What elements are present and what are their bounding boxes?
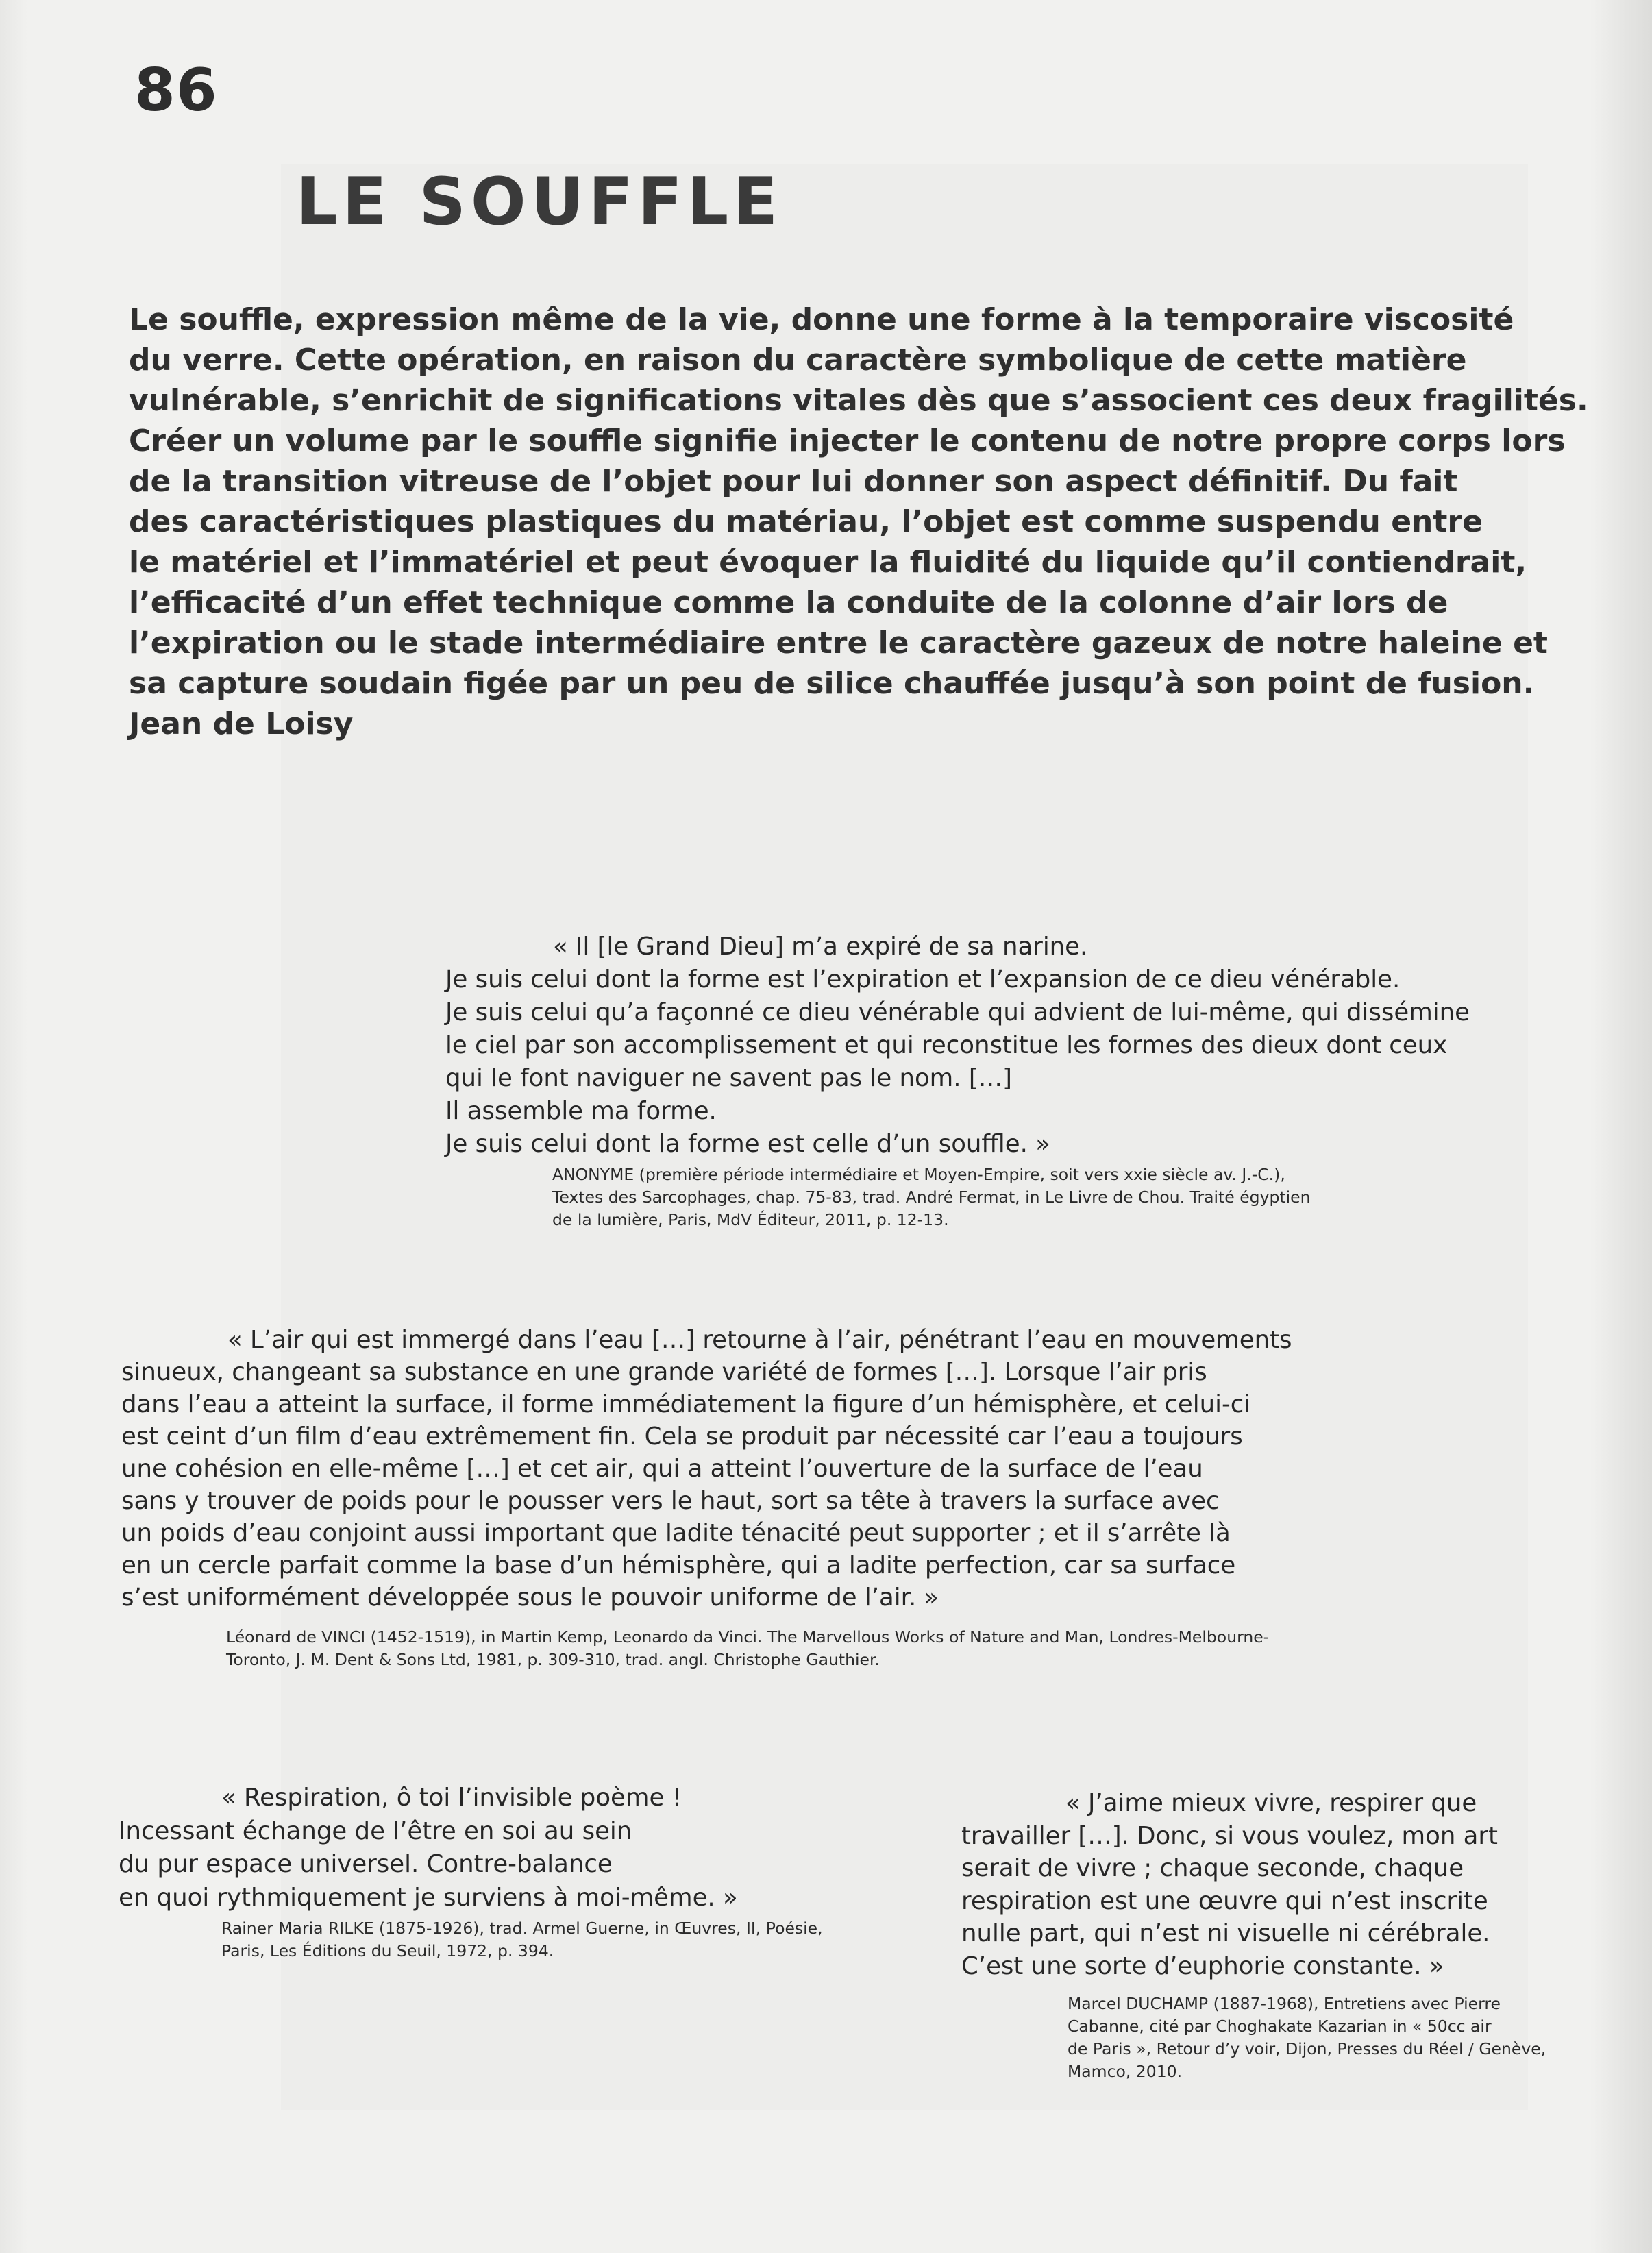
intro-line: l’expiration ou le stade intermédiaire entre le caractère gazeux de notre haleine et: [129, 626, 1548, 661]
intro-line: des caractéristiques plastiques du matériau, l’objet est comme suspendu entre: [129, 504, 1483, 539]
quote-line: « L’air qui est immergé dans l’eau […] retourne à l’air, pénétrant l’eau en mouvements: [227, 1326, 1292, 1354]
quote-line: en quoi rythmiquement je surviens à moi-même. »: [119, 1883, 738, 1912]
quote-line: sans y trouver de poids pour le pousser vers le haut, sort sa tête à travers la surface avec: [121, 1487, 1220, 1515]
quote-line: « Il [le Grand Dieu] m’a expiré de sa narine.: [553, 933, 1088, 961]
citation-duchamp: [1068, 1993, 1546, 2083]
intro-line: du verre. Cette opération, en raison du caractère symbolique de cette matière: [129, 343, 1467, 378]
citation-rilke: [221, 1917, 823, 1962]
quote-line: respiration est une œuvre qui n’est inscrite: [961, 1886, 1488, 1915]
quote-line: qui le font naviguer ne savent pas le nom. […]: [445, 1064, 1013, 1092]
quote-line: en un cercle parfait comme la base d’un hémisphère, qui a ladite perfection, car sa surface: [121, 1551, 1236, 1579]
intro-line: sa capture soudain figée par un peu de silice chauffée jusqu’à son point de fusion.: [129, 666, 1535, 701]
citation-line: Paris, Les Éditions du Seuil, 1972, p. 394.: [221, 1941, 554, 1960]
citation-line: de la lumière, Paris, MdV Éditeur, 2011, p. 12-13.: [552, 1210, 949, 1229]
quote-line: Je suis celui dont la forme est celle d’un souffle. »: [445, 1130, 1050, 1158]
quote-line: s’est uniformément développée sous le pouvoir uniforme de l’air. »: [121, 1584, 939, 1612]
quote-rilke: [119, 1782, 738, 1915]
intro-line: de la transition vitreuse de l’objet pour lui donner son aspect définitif. Du fait: [129, 464, 1458, 499]
page-title: LE SOUFFLE: [296, 164, 783, 240]
citation-sarcophagus-texts: [552, 1164, 1311, 1231]
citation-line: Toronto, J. M. Dent & Sons Ltd, 1981, p. 309-310, trad. angl. Christophe Gauthier.: [226, 1650, 880, 1669]
citation-line: Marcel DUCHAMP (1887-1968), Entretiens avec Pierre: [1068, 1994, 1501, 2013]
intro-line: l’efficacité d’un effet technique comme la conduite de la colonne d’air lors de: [129, 585, 1448, 620]
quote-line: du pur espace universel. Contre-balance: [119, 1850, 613, 1878]
quote-line: Je suis celui dont la forme est l’expiration et l’expansion de ce dieu vénérable.: [445, 965, 1401, 994]
quote-line: sinueux, changeant sa substance en une grande variété de formes […]. Lorsque l’air pris: [121, 1358, 1207, 1386]
page-number: 86: [134, 56, 218, 125]
citation-line: Textes des Sarcophages, chap. 75-83, trad. André Fermat, in Le Livre de Chou. Traité égyptien: [552, 1187, 1311, 1207]
citation-line: Cabanne, cité par Choghakate Kazarian in « 50cc air: [1068, 2017, 1492, 2036]
quote-line: une cohésion en elle-même […] et cet air, qui a atteint l’ouverture de la surface de l’eau: [121, 1455, 1203, 1483]
quote-leonardo: [121, 1324, 1292, 1614]
citation-line: Rainer Maria RILKE (1875-1926), trad. Armel Guerne, in Œuvres, II, Poésie,: [221, 1919, 823, 1938]
quote-line: Il assemble ma forme.: [445, 1097, 717, 1125]
quote-line: serait de vivre ; chaque seconde, chaque: [961, 1854, 1464, 1882]
citation-line: Mamco, 2010.: [1068, 2062, 1183, 2081]
intro-line: vulnérable, s’enrichit de significations vitales dès que s’associent ces deux fragilités.: [129, 383, 1588, 418]
quote-line: « Respiration, ô toi l’invisible poème !: [221, 1784, 682, 1812]
quote-line: dans l’eau a atteint la surface, il forme immédiatement la figure d’un hémisphère, et celui-ci: [121, 1390, 1251, 1418]
quote-line: est ceint d’un film d’eau extrêmement fin. Cela se produit par nécessité car l’eau a toujours: [121, 1423, 1243, 1451]
citation-line: Léonard de VINCI (1452-1519), in Martin Kemp, Leonardo da Vinci. The Marvellous Works of Nature and Man, Londres-Melbourne-: [226, 1627, 1270, 1647]
citation-line: ANONYME (première période intermédiaire et Moyen-Empire, soit vers xxie siècle av. J.-C.),: [552, 1165, 1285, 1184]
quote-line: travailler […]. Donc, si vous voulez, mon art: [961, 1821, 1498, 1850]
quote-line: le ciel par son accomplissement et qui reconstitue les formes des dieux dont ceux: [445, 1031, 1448, 1059]
quote-line: Incessant échange de l’être en soi au sein: [119, 1817, 632, 1845]
quote-line: nulle part, qui n’est ni visuelle ni cérébrale.: [961, 1919, 1490, 1947]
intro-paragraph: [129, 299, 1636, 744]
intro-line: le matériel et l’immatériel et peut évoquer la fluidité du liquide qu’il contiendrait,: [129, 545, 1527, 580]
quote-sarcophagus-texts: [445, 931, 1470, 1161]
page-edge-left: [0, 0, 27, 2253]
intro-line: Le souffle, expression même de la vie, donne une forme à la temporaire viscosité: [129, 302, 1514, 337]
citation-leonardo: [226, 1626, 1269, 1671]
citation-line: de Paris », Retour d’y voir, Dijon, Presses du Réel / Genève,: [1068, 2039, 1546, 2058]
quote-line: Je suis celui qu’a façonné ce dieu vénérable qui advient de lui-même, qui dissémine: [445, 998, 1470, 1026]
quote-line: C’est une sorte d’euphorie constante. »: [961, 1952, 1444, 1980]
quote-duchamp: [961, 1787, 1498, 1982]
quote-line: « J’aime mieux vivre, respirer que: [1065, 1789, 1477, 1817]
quote-line: un poids d’eau conjoint aussi important que ladite ténacité peut supporter ; et il s’arrête là: [121, 1519, 1231, 1547]
intro-line: Créer un volume par le souffle signifie injecter le contenu de notre propre corps lors: [129, 423, 1566, 458]
intro-author: Jean de Loisy: [129, 706, 354, 741]
